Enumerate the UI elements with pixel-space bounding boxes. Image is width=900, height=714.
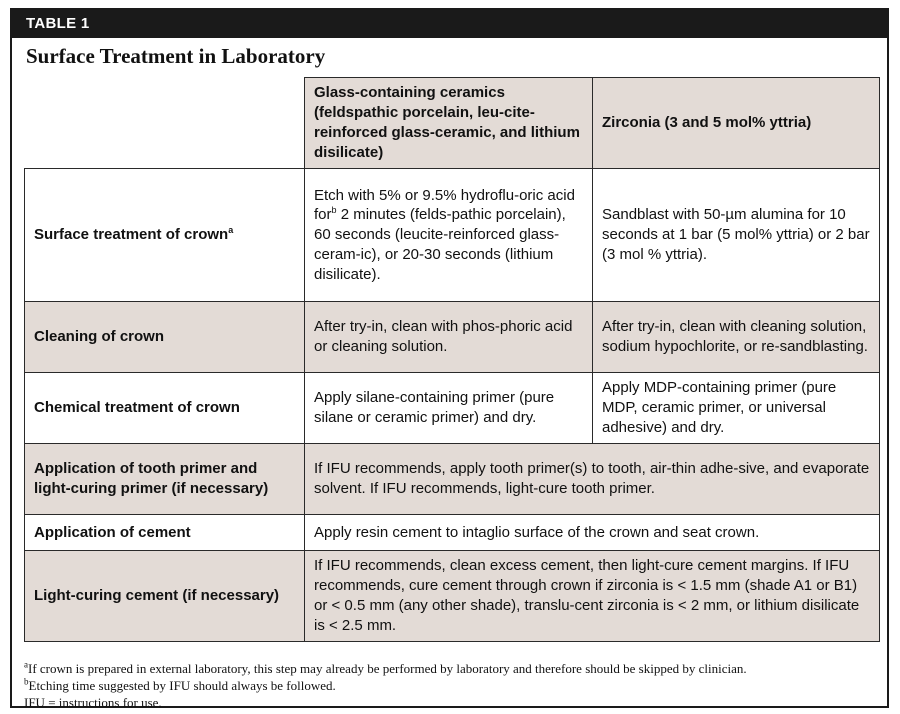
merged-cell: If IFU recommends, apply tooth primer(s) to tooth, air-thin adhe-sive, and evaporate solvent. If IFU recommends, light-cure tooth primer.: [305, 444, 880, 515]
header-empty-cell: [25, 78, 305, 169]
treatment-table: [24, 77, 880, 642]
glass-cell: Apply silane-containing primer (pure silane or ceramic primer) and dry.: [305, 373, 593, 444]
table-row: [25, 373, 880, 444]
table-row: [25, 551, 880, 642]
row-label: [25, 169, 305, 302]
row-label-text: Surface treatment of crown: [34, 226, 229, 244]
footnote-b-text: Etching time suggested by IFU should always be followed.: [28, 678, 336, 693]
zirconia-cell: Apply MDP-containing primer (pure MDP, ceramic primer, or universal adhesive) and dry.: [593, 373, 880, 444]
table-label: TABLE 1: [12, 10, 887, 38]
table-row: [25, 515, 880, 551]
table-row: [25, 169, 880, 302]
row-label: Application of cement: [25, 515, 305, 551]
merged-cell: If IFU recommends, clean excess cement, then light-cure cement margins. If IFU recommends, cure cement through crown if zirconia is < 1.5 mm (shade A1 or B1) or < 0.5 mm (any other shade), translu-cent zirconia is < 2 mm, or lithium disilicate is < 2.5 mm.: [305, 551, 880, 642]
footnote-a-text: If crown is prepared in external laboratory, this step may already be performed by laboratory and therefore should be skipped by clinician.: [28, 661, 747, 676]
footnote-ref-b: b: [331, 205, 337, 216]
table-row: [25, 444, 880, 515]
footnotes: [24, 660, 884, 711]
glass-cell-text: Etch with 5% or 9.5% hydroflu-oric acid for: [314, 186, 575, 224]
glass-cell: [305, 169, 593, 302]
header-row: [25, 78, 880, 169]
footnote-ref-a: a: [228, 225, 234, 236]
row-label: Light-curing cement (if necessary): [25, 551, 305, 642]
table-row: [25, 302, 880, 373]
footnote-b: [24, 677, 884, 694]
row-label: Cleaning of crown: [25, 302, 305, 373]
column-header-zirconia: Zirconia (3 and 5 mol% yttria): [593, 78, 880, 169]
zirconia-cell: Sandblast with 50-µm alumina for 10 seconds at 1 bar (5 mol% yttria) or 2 bar (3 mol % yttria).: [593, 169, 880, 302]
merged-cell: Apply resin cement to intaglio surface of the crown and seat crown.: [305, 515, 880, 551]
footnote-marker-a: a: [24, 659, 28, 670]
table-title: Surface Treatment in Laboratory: [26, 44, 326, 68]
row-label: Application of tooth primer and light-curing primer (if necessary): [25, 444, 305, 515]
glass-cell: After try-in, clean with phos-phoric acid or cleaning solution.: [305, 302, 593, 373]
footnote-a: [24, 660, 884, 677]
glass-cell-text-cont: 2 minutes (felds-pathic porcelain), 60 seconds (leucite-reinforced glass-ceram-ic), or 20-30 seconds (lithium disilicate).: [314, 206, 566, 283]
footnote-ifu: IFU = instructions for use.: [24, 695, 162, 710]
table-frame: [10, 8, 889, 708]
footnote-marker-b: b: [24, 676, 29, 687]
row-label: Chemical treatment of crown: [25, 373, 305, 444]
zirconia-cell: After try-in, clean with cleaning solution, sodium hypochlorite, or re-sandblasting.: [593, 302, 880, 373]
column-header-glass: Glass-containing ceramics (feldspathic porcelain, leu-cite-reinforced glass-ceramic, and lithium disilicate): [305, 78, 593, 169]
